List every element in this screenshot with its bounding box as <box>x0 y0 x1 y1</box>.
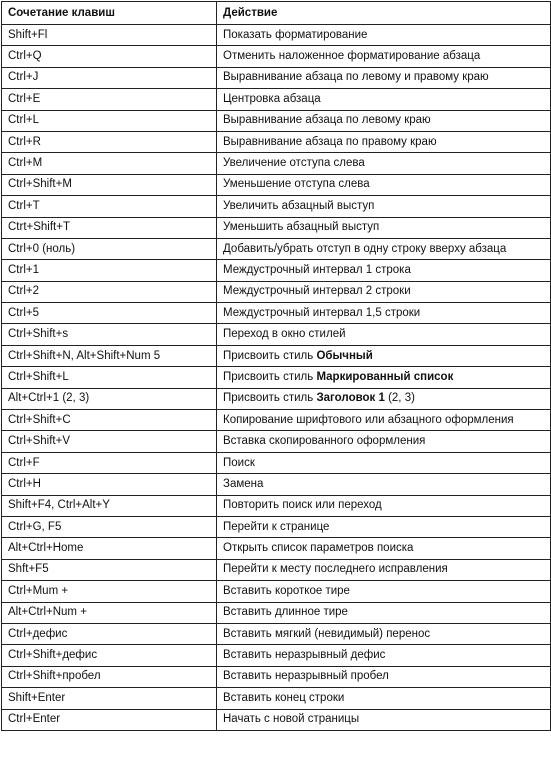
table-row <box>2 623 551 644</box>
shortcut-action <box>217 131 551 152</box>
shortcut-action <box>217 260 551 281</box>
shortcut-keys: Ctrl+0 (ноль) <box>2 238 217 259</box>
action-text: Уменьшить абзацный выступ <box>223 221 380 234</box>
shortcuts-table <box>1 1 551 731</box>
shortcut-keys: Alt+Ctrl+Home <box>2 538 217 559</box>
shortcut-action <box>217 452 551 473</box>
table-row <box>2 645 551 666</box>
shortcut-keys: Ctrl+Shift+V <box>2 431 217 452</box>
table-row <box>2 217 551 238</box>
action-style-name: Маркированный список <box>316 370 454 383</box>
shortcut-keys: Ctrl+H <box>2 474 217 495</box>
shortcut-keys: Alt+Ctrl+1 (2, 3) <box>2 388 217 409</box>
action-text: Присвоить стиль <box>223 370 317 383</box>
shortcut-keys: Ctrl+2 <box>2 281 217 302</box>
table-row <box>2 709 551 730</box>
action-text: Копирование шрифтового или абзацного оформления <box>223 413 514 426</box>
header-keys: Сочетание клавиш <box>2 2 217 25</box>
shortcut-keys: Ctrl+Shift+C <box>2 410 217 431</box>
shortcut-action <box>217 623 551 644</box>
table-row <box>2 345 551 366</box>
shortcut-action <box>217 538 551 559</box>
action-text: Междустрочный интервал 2 строки <box>223 285 411 298</box>
action-text: Добавить/убрать отступ в одну строку вверху абзаца <box>223 242 507 255</box>
table-row <box>2 688 551 709</box>
action-text: Перейти к месту последнего исправления <box>223 563 448 576</box>
table-row <box>2 281 551 302</box>
action-text: Вставить мягкий (невидимый) перенос <box>223 627 431 640</box>
shortcut-action <box>217 110 551 131</box>
action-text: Вставить неразрывный пробел <box>223 670 389 683</box>
shortcut-action <box>217 602 551 623</box>
shortcut-keys: Ctrl+F <box>2 452 217 473</box>
shortcut-action <box>217 581 551 602</box>
shortcut-action <box>217 410 551 431</box>
shortcut-keys: Ctrl+T <box>2 196 217 217</box>
shortcut-action <box>217 324 551 345</box>
shortcut-keys: Shift+Fl <box>2 25 217 46</box>
shortcut-keys: Alt+Ctrl+Num + <box>2 602 217 623</box>
shortcut-action <box>217 688 551 709</box>
action-text: Отменить наложенное форматирование абзаца <box>223 50 481 63</box>
shortcut-keys: Ctrl+Shift+L <box>2 367 217 388</box>
table-row <box>2 25 551 46</box>
action-text: Уменьшение отступа слева <box>223 178 370 191</box>
table-row <box>2 303 551 324</box>
table-row <box>2 495 551 516</box>
table-row <box>2 666 551 687</box>
shortcut-action <box>217 367 551 388</box>
action-text: Увеличить абзацный выступ <box>223 199 375 212</box>
table-row <box>2 602 551 623</box>
table-body <box>2 25 551 731</box>
action-text: Начать с новой страницы <box>223 713 360 726</box>
table-row <box>2 153 551 174</box>
table-row <box>2 324 551 345</box>
action-text: Перейти к странице <box>223 520 330 533</box>
shortcut-keys: Ctrl+R <box>2 131 217 152</box>
shortcut-keys: Shift+Enter <box>2 688 217 709</box>
shortcut-action <box>217 345 551 366</box>
action-text: Открыть список параметров поиска <box>223 542 414 555</box>
shortcut-action <box>217 516 551 537</box>
shortcut-action <box>217 89 551 110</box>
table-header <box>2 2 551 25</box>
shortcut-keys: Shift+F4, Ctrl+Alt+Y <box>2 495 217 516</box>
shortcut-action <box>217 303 551 324</box>
shortcut-action <box>217 495 551 516</box>
shortcut-keys: Ctrl+L <box>2 110 217 131</box>
shortcut-keys: Ctrl+Shift+s <box>2 324 217 345</box>
shortcut-action <box>217 559 551 580</box>
shortcut-keys: Ctrl+G, F5 <box>2 516 217 537</box>
shortcut-action <box>217 474 551 495</box>
shortcut-action <box>217 431 551 452</box>
action-style-name: Заголовок 1 <box>316 392 385 405</box>
action-text: Замена <box>223 477 264 490</box>
table-row <box>2 110 551 131</box>
action-text: (2, 3) <box>384 392 415 405</box>
table-row <box>2 196 551 217</box>
action-text: Вставить короткое тире <box>223 584 350 597</box>
header-action: Действие <box>217 2 551 25</box>
shortcut-keys: Ctrl+Shift+M <box>2 174 217 195</box>
action-text: Вставить длинное тире <box>223 606 348 619</box>
shortcut-action <box>217 46 551 67</box>
shortcut-action <box>217 153 551 174</box>
table-row <box>2 452 551 473</box>
shortcut-keys: Ctrl+Shift+пробел <box>2 666 217 687</box>
shortcut-keys: Shft+F5 <box>2 559 217 580</box>
shortcut-action <box>217 67 551 88</box>
shortcut-action <box>217 217 551 238</box>
shortcut-action <box>217 281 551 302</box>
table-row <box>2 559 551 580</box>
action-text: Выравнивание абзаца по левому краю <box>223 114 431 127</box>
table-row <box>2 46 551 67</box>
shortcut-keys: Ctrl+Mum + <box>2 581 217 602</box>
table-row <box>2 67 551 88</box>
table-row <box>2 538 551 559</box>
table-row <box>2 238 551 259</box>
shortcut-action <box>217 25 551 46</box>
action-text: Вставить конец строки <box>223 691 345 704</box>
shortcut-keys: Ctrl+Shift+N, Alt+Shift+Num 5 <box>2 345 217 366</box>
action-text: Присвоить стиль <box>223 349 317 362</box>
shortcut-keys: Ctrl+Shift+дефис <box>2 645 217 666</box>
action-text: Повторить поиск или переход <box>223 499 382 512</box>
shortcut-keys: Ctrl+5 <box>2 303 217 324</box>
shortcut-action <box>217 388 551 409</box>
action-text: Присвоить стиль <box>223 392 317 405</box>
action-text: Увеличение отступа слева <box>223 157 365 170</box>
shortcut-action <box>217 709 551 730</box>
action-style-name: Обычный <box>316 349 373 362</box>
action-text: Междустрочный интервал 1,5 строки <box>223 306 421 319</box>
action-text: Вставка скопированного оформления <box>223 435 426 448</box>
table-row <box>2 431 551 452</box>
action-text: Переход в окно стилей <box>223 328 346 341</box>
action-text: Центровка абзаца <box>223 92 321 105</box>
shortcut-action <box>217 196 551 217</box>
shortcut-keys: Ctrt+Shift+T <box>2 217 217 238</box>
table-row <box>2 410 551 431</box>
shortcut-action <box>217 174 551 195</box>
table-row <box>2 174 551 195</box>
table-row <box>2 131 551 152</box>
shortcut-keys: Ctrl+дефис <box>2 623 217 644</box>
header-row <box>2 2 551 25</box>
action-text: Выравнивание абзаца по левому и правому краю <box>223 71 489 84</box>
shortcut-action <box>217 645 551 666</box>
shortcut-keys: Ctrl+E <box>2 89 217 110</box>
table-row <box>2 367 551 388</box>
action-text: Показать форматирование <box>223 28 368 41</box>
table-row <box>2 260 551 281</box>
shortcut-keys: Ctrl+1 <box>2 260 217 281</box>
action-text: Вставить неразрывный дефис <box>223 649 386 662</box>
shortcut-keys: Ctrl+Enter <box>2 709 217 730</box>
table-row <box>2 516 551 537</box>
action-text: Поиск <box>223 456 255 469</box>
table-row <box>2 89 551 110</box>
shortcut-keys: Ctrl+J <box>2 67 217 88</box>
shortcut-keys: Ctrl+M <box>2 153 217 174</box>
table-row <box>2 474 551 495</box>
shortcut-action <box>217 238 551 259</box>
action-text: Междустрочный интервал 1 строка <box>223 263 411 276</box>
table-row <box>2 581 551 602</box>
shortcut-action <box>217 666 551 687</box>
table-row <box>2 388 551 409</box>
shortcut-keys: Ctrl+Q <box>2 46 217 67</box>
action-text: Выравнивание абзаца по правому краю <box>223 135 437 148</box>
